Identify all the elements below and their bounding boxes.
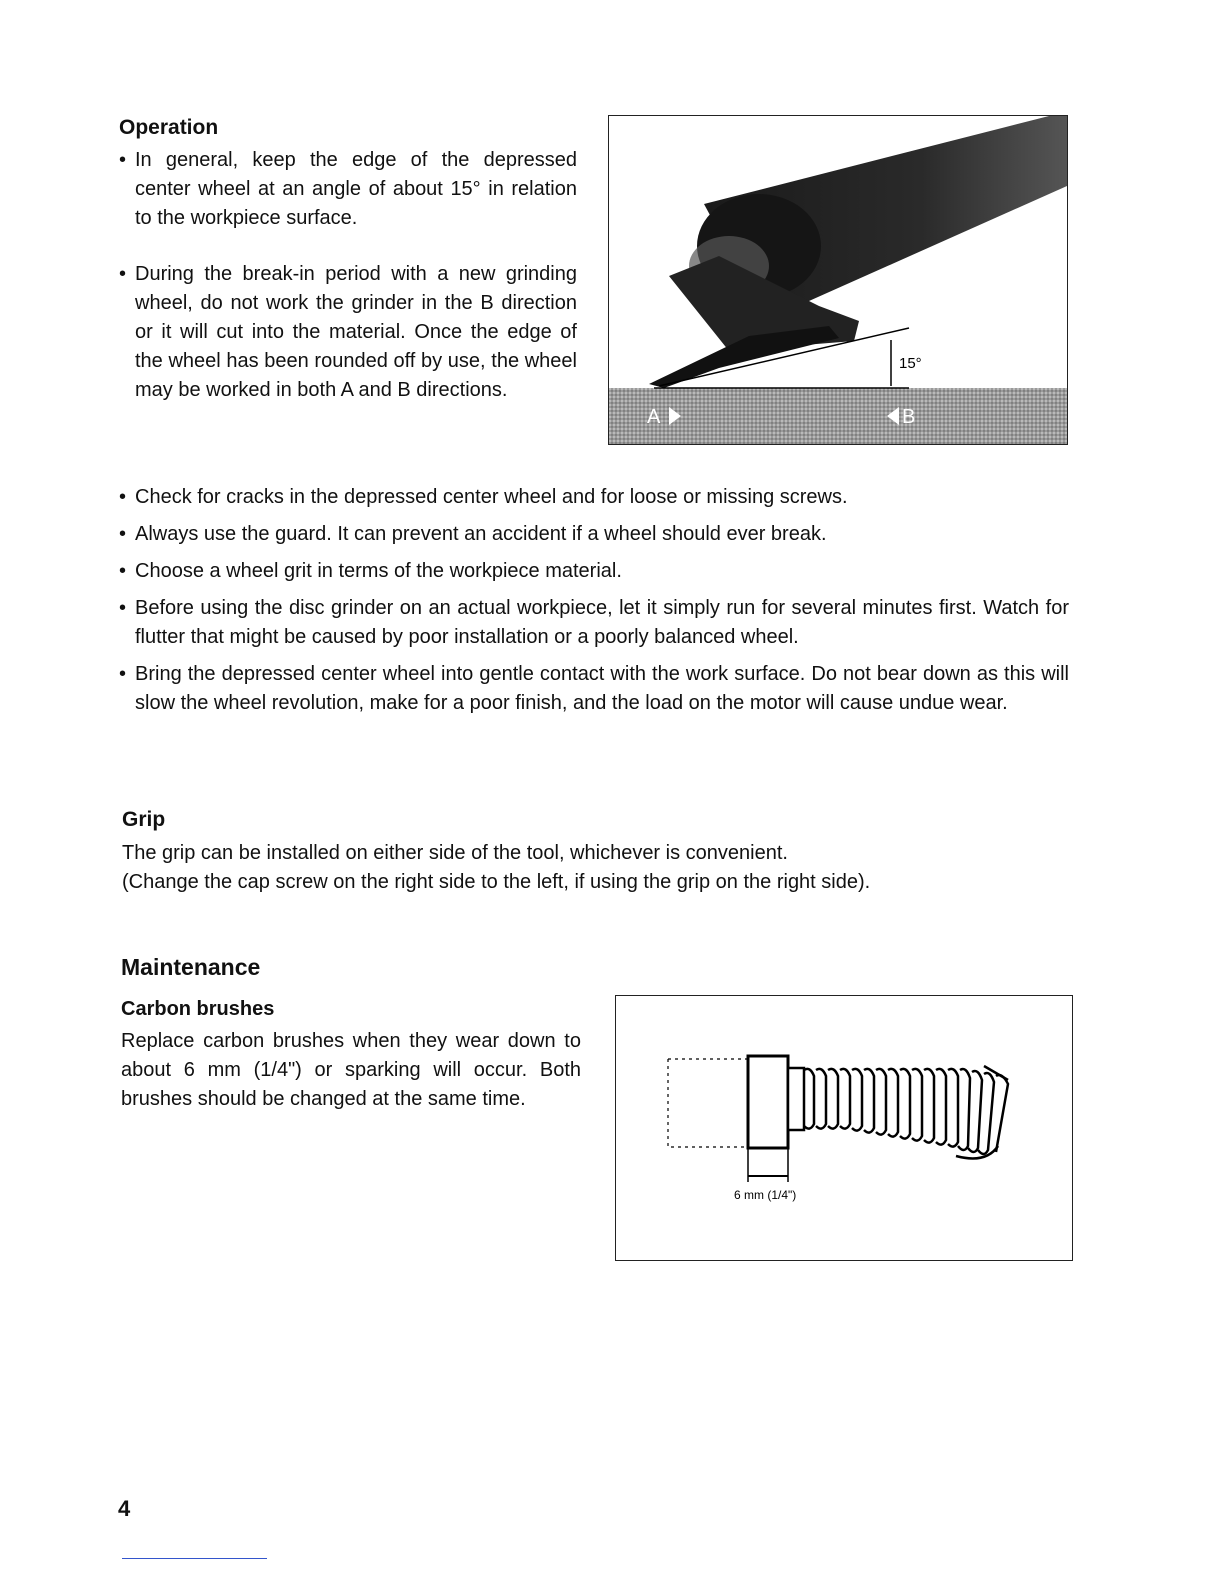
- carbon-brushes-subheading: Carbon brushes: [121, 998, 275, 1020]
- bullet-item: [119, 520, 1069, 549]
- carbon-brush-illustration: [616, 996, 1072, 1260]
- carbon-brushes-text: Replace carbon brushes when they wear down to about 6 mm (1/4") or sparking will occur. Both brushes should be changed at the same time.: [121, 1030, 581, 1110]
- bullet-dot: •: [119, 597, 127, 619]
- bullet-item: [119, 660, 1069, 718]
- dimension-label: 6 mm (1/4"): [734, 1188, 797, 1202]
- direction-a-label: A: [647, 406, 661, 428]
- carbon-brush-figure: [615, 995, 1073, 1261]
- grip-line: The grip can be installed on either side of the tool, whichever is convenient.: [122, 842, 788, 864]
- bullet-item: [119, 557, 1069, 586]
- footer-rule: [122, 1558, 267, 1559]
- bullet-text: Before using the disc grinder on an actual workpiece, let it simply run for several minutes first. Watch for flutter that might be caused by poor installation or a poorly balanced wheel.: [135, 597, 1069, 648]
- bullet-dot: •: [119, 486, 127, 508]
- maintenance-heading: Maintenance: [121, 954, 261, 980]
- bullet-text: Bring the depressed center wheel into gentle contact with the work surface. Do not bear down as this will slow the wheel revolution, make for a poor finish, and the load on the motor will cause undue wear.: [135, 663, 1069, 714]
- bullet-text: Choose a wheel grit in terms of the workpiece material.: [135, 560, 622, 582]
- bullet-text: During the break-in period with a new grinding wheel, do not work the grinder in the B direction or it will cut into the material. Once the edge of the wheel has been rounded off by use, the wheel may be worked in both A and B directions.: [135, 263, 577, 401]
- operation-bullets-full: [119, 483, 1069, 718]
- bullet-item: [119, 594, 1069, 652]
- bullet-dot: •: [119, 560, 127, 582]
- spring-coils: [804, 1066, 1008, 1158]
- bullet-dot: •: [119, 663, 127, 685]
- operation-heading: Operation: [119, 116, 219, 139]
- grip-heading: Grip: [122, 808, 166, 831]
- grinder-figure: [608, 115, 1068, 445]
- bullet-item: [119, 483, 1069, 512]
- page-number: 4: [118, 1496, 131, 1521]
- direction-b-label: B: [902, 406, 916, 428]
- grinder-illustration: [609, 116, 1067, 444]
- bullet-text: In general, keep the edge of the depressed center wheel at an angle of about 15° in relation to the workpiece surface.: [135, 149, 577, 229]
- bullet-text: Always use the guard. It can prevent an accident if a wheel should ever break.: [135, 523, 827, 545]
- angle-label: 15°: [899, 355, 922, 372]
- bullet-dot: •: [119, 523, 127, 545]
- new-brush-outline: [668, 1059, 748, 1147]
- bullet-text: Check for cracks in the depressed center wheel and for loose or missing screws.: [135, 486, 848, 508]
- bullet-dot: •: [119, 263, 127, 285]
- operation-bullets-top: [119, 146, 577, 405]
- bullet-item: [119, 260, 577, 405]
- grip-text: [122, 839, 1072, 897]
- bullet-dot: •: [119, 149, 127, 171]
- bullet-item: [119, 146, 577, 233]
- grip-line: (Change the cap screw on the right side to the left, if using the grip on the right side).: [122, 871, 871, 893]
- brush-block: [748, 1056, 788, 1148]
